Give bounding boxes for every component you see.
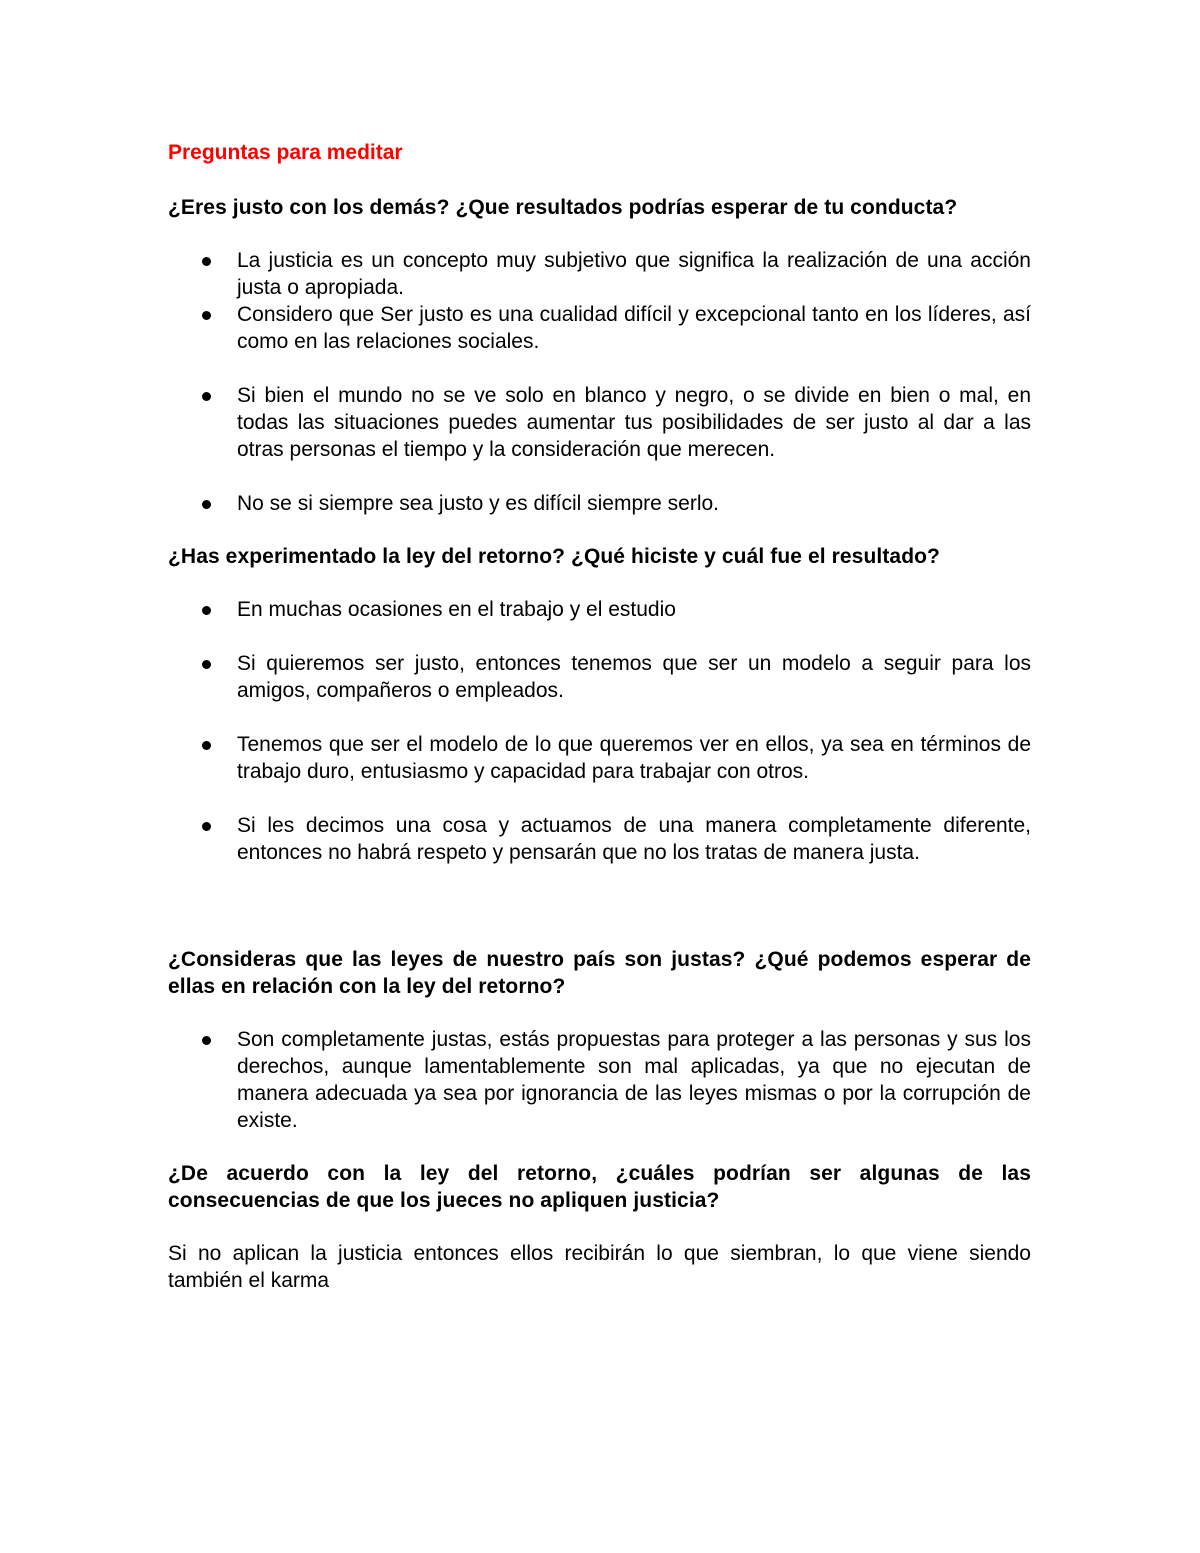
question-2: ¿Has experimentado la ley del retorno? ¿Qué hiciste y cuál fue el resultado? xyxy=(168,545,940,568)
list-item xyxy=(168,596,1031,623)
list-item xyxy=(168,1026,1031,1134)
list-item xyxy=(168,247,1031,301)
question-3: ¿Consideras que las leyes de nuestro país son justas? ¿Qué podemos esperar de ellas en relación con la ley del retorno? xyxy=(168,948,1031,998)
bullet-icon xyxy=(202,1036,211,1045)
bullet-icon xyxy=(202,822,211,831)
answer-list-2 xyxy=(168,596,1031,866)
list-item xyxy=(168,490,1031,517)
document-title: Preguntas para meditar xyxy=(168,141,403,164)
list-item xyxy=(168,650,1031,704)
bullet-icon xyxy=(202,500,211,509)
answer-text: Si quieremos ser justo, entonces tenemos que ser un modelo a seguir para los amigos, compañeros o empleados. xyxy=(237,652,1031,702)
answer-text: En muchas ocasiones en el trabajo y el estudio xyxy=(237,598,676,621)
bullet-icon xyxy=(202,257,211,266)
answer-text: Tenemos que ser el modelo de lo que queremos ver en ellos, ya sea en términos de trabajo duro, entusiasmo y capacidad para trabajar con otros. xyxy=(237,733,1031,783)
question-4: ¿De acuerdo con la ley del retorno, ¿cuáles podrían ser algunas de las consecuencias de que los jueces no apliquen justicia? xyxy=(168,1162,1031,1212)
bullet-icon xyxy=(202,741,211,750)
answer-text: No se si siempre sea justo y es difícil siempre serlo. xyxy=(237,492,720,515)
bullet-icon xyxy=(202,392,211,401)
question-1: ¿Eres justo con los demás? ¿Que resultados podrías esperar de tu conducta? xyxy=(168,196,958,219)
answer-paragraph: Si no aplican la justicia entonces ellos recibirán lo que siembran, lo que viene siendo también el karma xyxy=(168,1242,1031,1292)
bullet-icon xyxy=(202,311,211,320)
answer-text: Si les decimos una cosa y actuamos de una manera completamente diferente, entonces no habrá respeto y pensarán que no los tratas de manera justa. xyxy=(237,814,1031,864)
answer-list-1 xyxy=(168,247,1031,517)
bullet-icon xyxy=(202,606,211,615)
answer-text: La justicia es un concepto muy subjetivo que significa la realización de una acción justa o apropiada. xyxy=(237,249,1031,299)
document-page xyxy=(168,138,1031,1294)
answer-text: Son completamente justas, estás propuestas para proteger a las personas y sus los derechos, aunque lamentablemente son mal aplicadas, ya que no ejecutan de manera adecuada ya sea por ignorancia de las leyes mismas o por la corrupción de existe. xyxy=(237,1028,1031,1132)
list-item xyxy=(168,301,1031,355)
list-item xyxy=(168,731,1031,785)
list-item xyxy=(168,812,1031,866)
bullet-icon xyxy=(202,660,211,669)
answer-list-3 xyxy=(168,1026,1031,1134)
list-item xyxy=(168,382,1031,463)
answer-text: Si bien el mundo no se ve solo en blanco y negro, o se divide en bien o mal, en todas las situaciones puedes aumentar tus posibilidades de ser justo al dar a las otras personas el tiempo y la consideración que merecen. xyxy=(237,384,1031,461)
answer-text: Considero que Ser justo es una cualidad difícil y excepcional tanto en los líderes, así como en las relaciones sociales. xyxy=(237,303,1031,353)
